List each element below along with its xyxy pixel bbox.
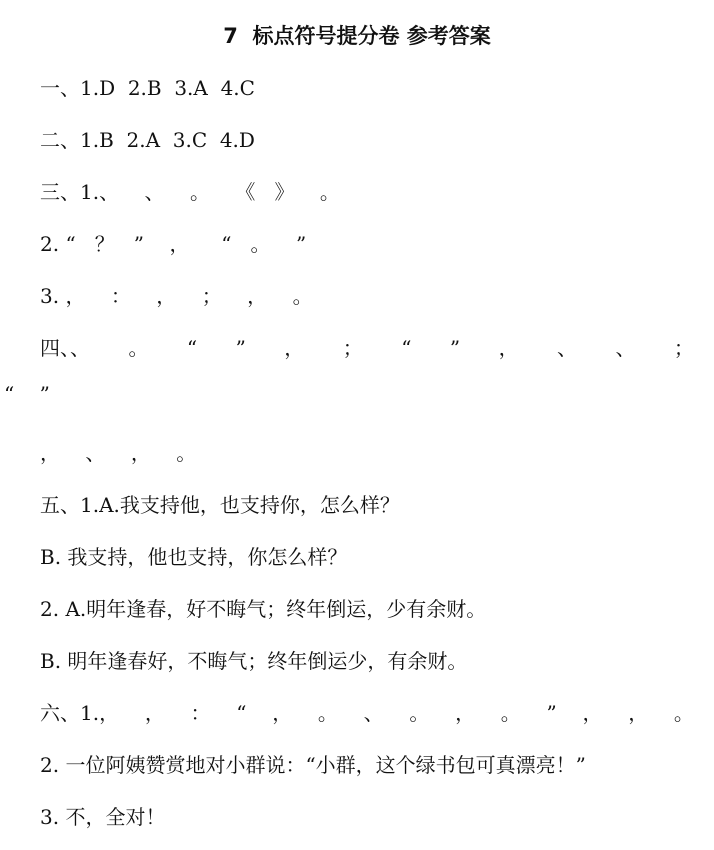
punct-item: ， bbox=[628, 701, 649, 725]
answer-line-section-5-q2a: 2. A.明年逢春，好不晦气；终年倒运，少有余财。 bbox=[40, 597, 487, 621]
punct-item: ： bbox=[190, 701, 211, 725]
punct-item: 六、1.， bbox=[40, 701, 120, 725]
punct-item: 。 bbox=[673, 701, 694, 725]
punct-item: “ bbox=[236, 701, 247, 725]
punct-item: ” bbox=[449, 336, 461, 360]
page-title: 7 标点符号提分卷 参考答案 bbox=[223, 24, 491, 48]
answer-line-section-5-q1a: 五、1.A.我支持他，也支持你，怎么样？ bbox=[40, 493, 400, 517]
punct-item: 。 bbox=[128, 336, 149, 360]
answer-line-section-4 bbox=[40, 336, 694, 360]
answer-line-section-3-q1: 三、1.、 、 。 《 》 。 bbox=[40, 180, 340, 204]
punct-item: 四、、 bbox=[40, 336, 90, 360]
punct-item: ， bbox=[284, 336, 305, 360]
punct-item: “ bbox=[186, 336, 198, 360]
answer-line-section-5-q2b: B. 明年逢春好，不晦气；终年倒运少，有余财。 bbox=[40, 649, 468, 673]
punct-item: ” bbox=[235, 336, 246, 360]
answer-line-section-4-cont: ， 、 ， 。 bbox=[40, 441, 197, 465]
punct-item: ； bbox=[673, 336, 694, 360]
punct-item: ， bbox=[455, 701, 476, 725]
punct-item: 。 bbox=[317, 701, 338, 725]
answer-line-section-5-q1b: B. 我支持，他也支持，你怎么样？ bbox=[40, 545, 348, 569]
punct-item: ， bbox=[144, 701, 165, 725]
punct-item: 、 bbox=[363, 701, 384, 725]
punct-item: 、 bbox=[615, 336, 636, 360]
punct-item: 。 bbox=[500, 701, 521, 725]
punct-item: ， bbox=[498, 336, 519, 360]
punct-item: ， bbox=[272, 701, 293, 725]
answer-line-section-6-q1 bbox=[40, 701, 694, 725]
answer-line-section-3-q2: 2. “ ？ ” ， “ 。 ” bbox=[40, 232, 307, 256]
punct-item: ” bbox=[546, 701, 557, 725]
answer-line-section-2: 二、1.B 2.A 3.C 4.D bbox=[40, 128, 255, 152]
punct-item: 。 bbox=[409, 701, 430, 725]
answer-line-section-6-q2: 2. 一位阿姨赞赏地对小群说：“小群，这个绿书包可真漂亮！” bbox=[40, 753, 586, 777]
punct-item: 、 bbox=[557, 336, 578, 360]
punct-item: ； bbox=[342, 336, 363, 360]
answer-line-section-1: 一、1.D 2.B 3.A 4.C bbox=[40, 76, 255, 100]
punct-item: “ bbox=[401, 336, 412, 360]
answer-line-section-4-wrap: “ ” bbox=[4, 382, 50, 406]
answer-line-section-3-q3: 3. ， ： ， ； ， 。 bbox=[40, 284, 313, 308]
punct-item: ， bbox=[582, 701, 603, 725]
answer-line-section-6-q3: 3. 不，全对！ bbox=[40, 805, 166, 829]
